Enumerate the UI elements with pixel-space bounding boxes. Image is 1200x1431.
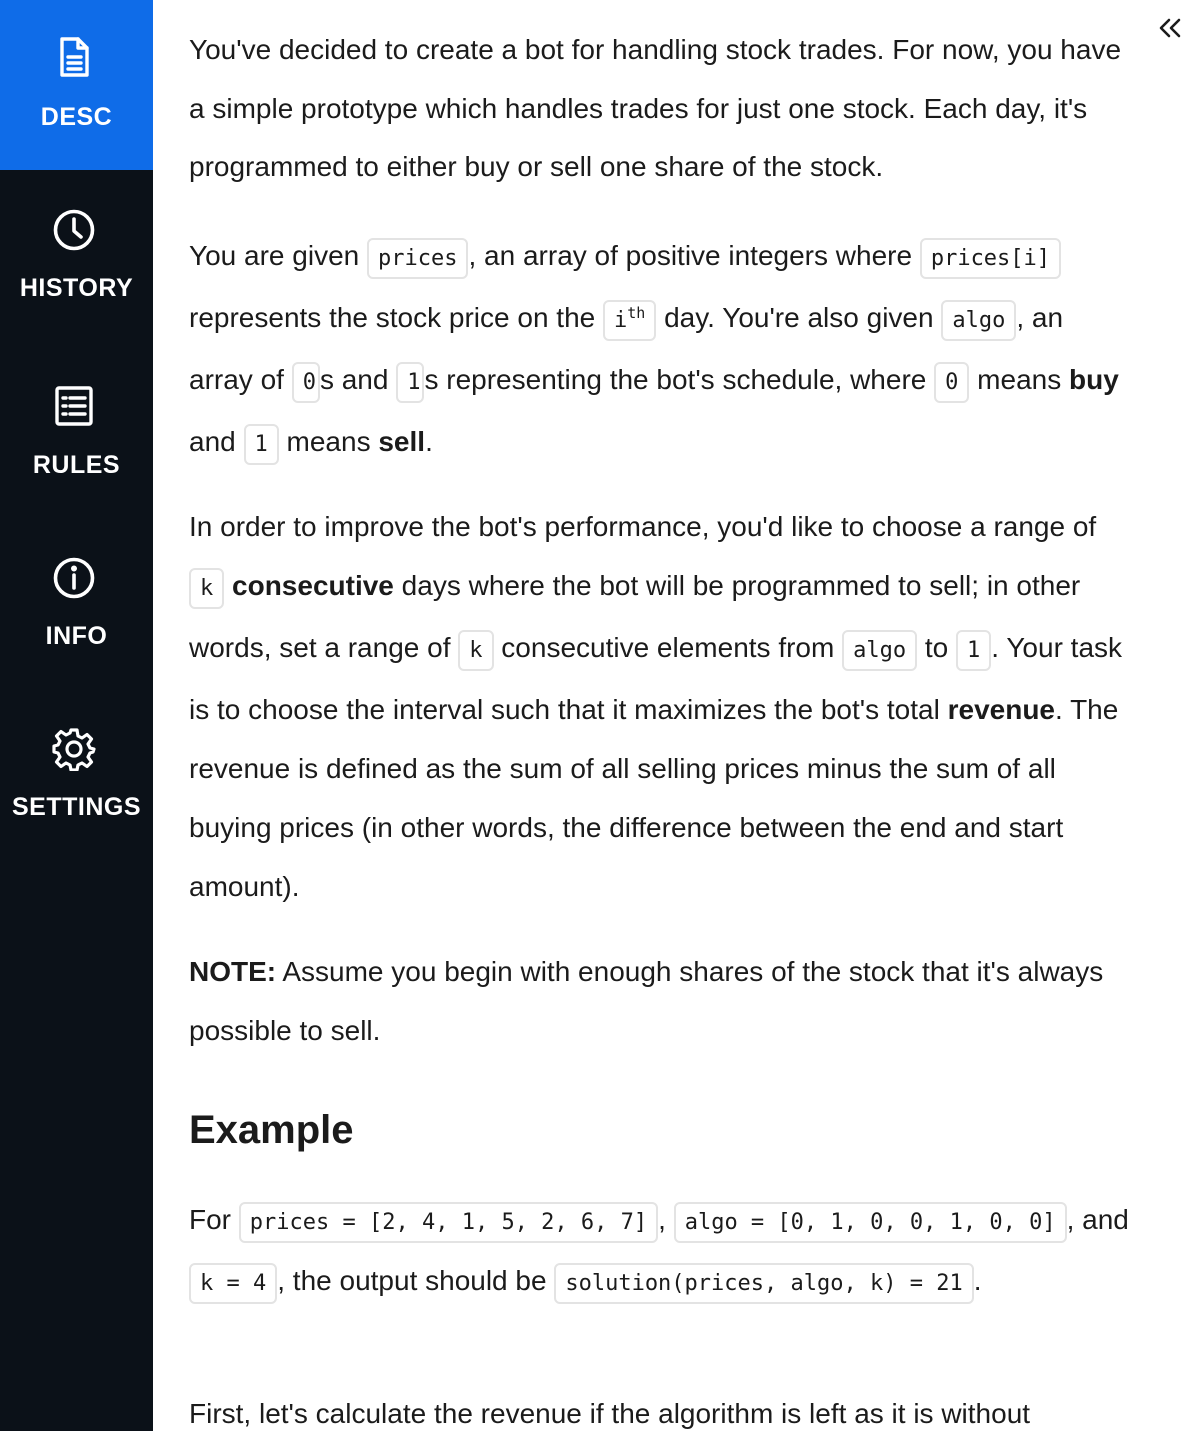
document-icon (52, 35, 96, 79)
code-zero: 0 (292, 362, 320, 403)
gear-icon (52, 727, 96, 771)
intro-paragraph: You've decided to create a bot for handling stock trades. For now, you have a simple prototype which handles trades for just one stock. Each day, it's programmed to either buy or sell one share of the stock. (189, 34, 1122, 182)
sidebar-item-label: DESC (40, 103, 113, 131)
sidebar-item-rules[interactable] (0, 341, 153, 511)
code-algo: algo (842, 630, 917, 671)
info-icon (52, 556, 96, 600)
code-one: 1 (244, 424, 279, 465)
task-paragraph: In order to improve the bot's performance, you'd like to choose a range of k consecutive days where the bot will be programmed to sell; in other words, set a range of k consecutive elements from algo to 1 . Your task is to choose the interval such that it maximizes the bot's total revenue. The revenue is defined as the sum of all selling prices minus the sum of all buying prices (in other words, the difference between the end and start amount). (189, 511, 1123, 902)
sidebar-item-desc[interactable] (0, 0, 153, 170)
sidebar-item-info[interactable] (0, 512, 153, 682)
code-prices: prices (367, 238, 468, 279)
code-algo-example: algo = [0, 1, 0, 0, 1, 0, 0] (674, 1202, 1067, 1243)
bold-consecutive: consecutive (232, 570, 394, 601)
code-prices-example: prices = [2, 4, 1, 5, 2, 6, 7] (239, 1202, 658, 1243)
explanation-paragraph: First, let's calculate the revenue if the algorithm is left as it is without (189, 1398, 1031, 1429)
example-heading: Example (189, 1108, 354, 1152)
clock-icon (52, 208, 96, 252)
code-one: 1 (956, 630, 991, 671)
bold-sell: sell (378, 426, 426, 457)
bold-revenue: revenue (947, 694, 1056, 725)
list-icon (52, 384, 96, 428)
sidebar-item-history[interactable] (0, 170, 153, 340)
code-k-example: k = 4 (189, 1263, 277, 1304)
code-k: k (458, 630, 493, 671)
note-label: NOTE: (189, 956, 277, 987)
code-solution-example: solution(prices, algo, k) = 21 (554, 1263, 973, 1304)
note-paragraph: NOTE: Assume you begin with enough shares of the stock that it's always possible to sell. (189, 956, 1104, 1046)
double-chevron-left-icon (1150, 35, 1190, 52)
code-i-th: $i^{th}$ (603, 300, 656, 341)
sidebar-nav (0, 0, 153, 1431)
sidebar-item-settings[interactable] (0, 683, 153, 853)
code-zero: 0 (934, 362, 969, 403)
sidebar-item-label: SETTINGS (11, 793, 141, 821)
code-one: 1 (396, 362, 424, 403)
sidebar-item-label: HISTORY (19, 274, 134, 302)
collapse-button[interactable] (1150, 8, 1190, 48)
sidebar-item-label: RULES (32, 451, 121, 479)
code-k: k (189, 568, 224, 609)
input-description-paragraph: You are given prices , an array of positive integers where prices[i] represents the stock price on the $i^{th}$ day. You're also given algo , an array of 0 s and 1 s representing the bot's schedule, where 0 means buy and 1 means sell. (189, 226, 1134, 474)
example-paragraph: For prices = [2, 4, 1, 5, 2, 6, 7] , algo = [0, 1, 0, 0, 1, 0, 0] , and k = 4 , the output should be solution(prices, algo, k) = 21 . (189, 1191, 1134, 1313)
code-prices-i: prices[i] (920, 238, 1061, 279)
sidebar-item-label: INFO (45, 622, 108, 650)
code-algo: algo (941, 300, 1016, 341)
bold-buy: buy (1069, 364, 1119, 395)
